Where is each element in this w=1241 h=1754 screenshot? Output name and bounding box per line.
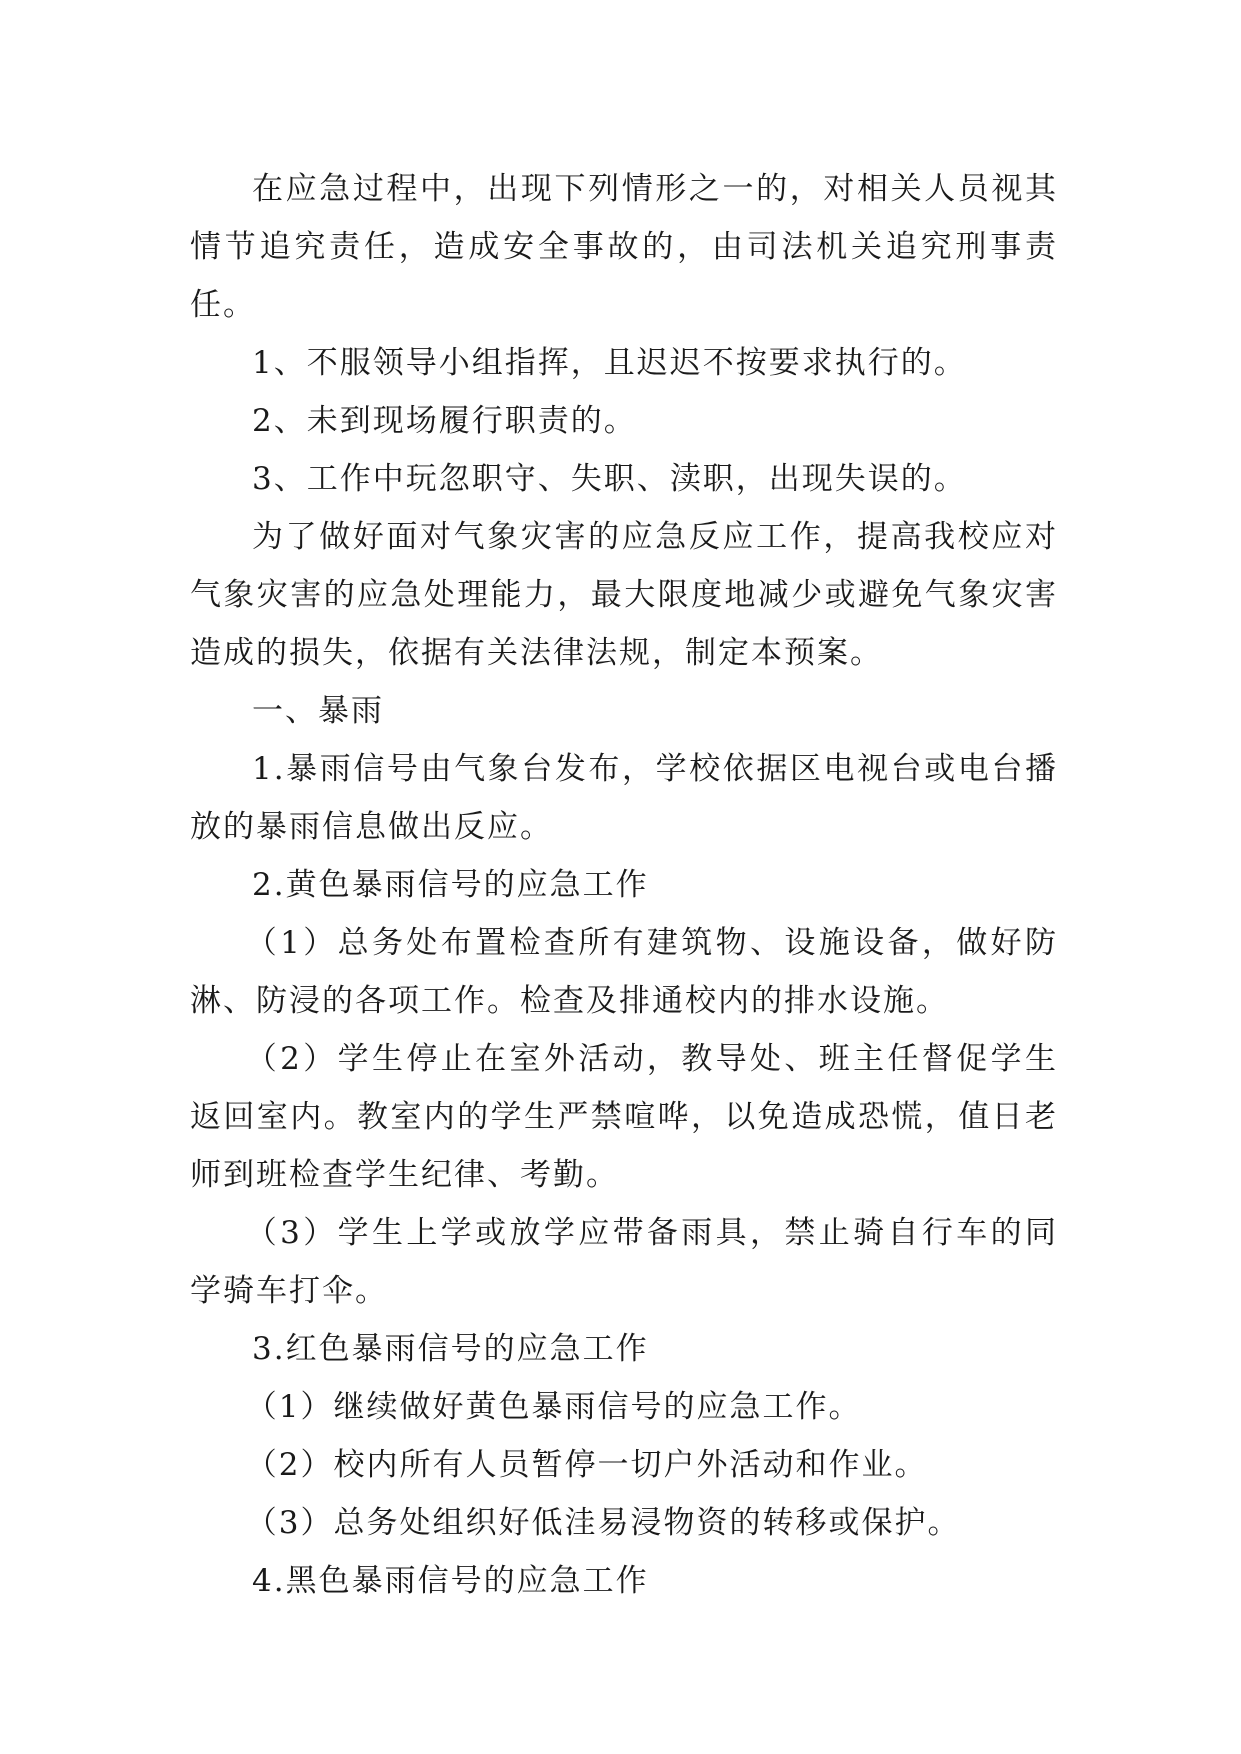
paragraph-purpose: 为了做好面对气象灾害的应急反应工作，提高我校应对气象灾害的应急处理能力，最大限度地减少或避免气象灾害造成的损失，依据有关法律法规，制定本预案。 xyxy=(190,519,1058,671)
paragraph-item-1: 1、不服领导小组指挥，且迟迟不按要求执行的。 xyxy=(252,345,967,381)
subheading-yellow-signal: 2.黄色暴雨信号的应急工作 xyxy=(252,867,649,903)
paragraph-item-2: 2、未到现场履行职责的。 xyxy=(252,403,637,439)
paragraph-yellow-3: （3）学生上学或放学应带备雨具，禁止骑自行车的同学骑车打伞。 xyxy=(190,1215,1058,1309)
document-body xyxy=(190,160,1058,1610)
paragraph-red-3: （3）总务处组织好低洼易浸物资的转移或保护。 xyxy=(245,1505,961,1541)
paragraph-red-2: （2）校内所有人员暂停一切户外活动和作业。 xyxy=(245,1447,928,1483)
paragraph-signal-source: 1.暴雨信号由气象台发布，学校依据区电视台或电台播放的暴雨信息做出反应。 xyxy=(190,751,1058,845)
subheading-black-signal: 4.黑色暴雨信号的应急工作 xyxy=(252,1563,649,1599)
section-heading-rainstorm: 一、暴雨 xyxy=(252,693,384,729)
paragraph-emergency-liability: 在应急过程中，出现下列情形之一的，对相关人员视其情节追究责任，造成安全事故的，由司法机关追究刑事责任。 xyxy=(190,171,1058,323)
paragraph-item-3: 3、工作中玩忽职守、失职、渎职，出现失误的。 xyxy=(252,461,967,497)
subheading-red-signal: 3.红色暴雨信号的应急工作 xyxy=(252,1331,649,1367)
paragraph-yellow-1: （1）总务处布置检查所有建筑物、设施设备，做好防淋、防浸的各项工作。检查及排通校内的排水设施。 xyxy=(190,925,1058,1019)
paragraph-red-1: （1）继续做好黄色暴雨信号的应急工作。 xyxy=(245,1389,862,1425)
paragraph-yellow-2: （2）学生停止在室外活动，教导处、班主任督促学生返回室内。教室内的学生严禁喧哗，以免造成恐慌，值日老师到班检查学生纪律、考勤。 xyxy=(190,1041,1058,1193)
